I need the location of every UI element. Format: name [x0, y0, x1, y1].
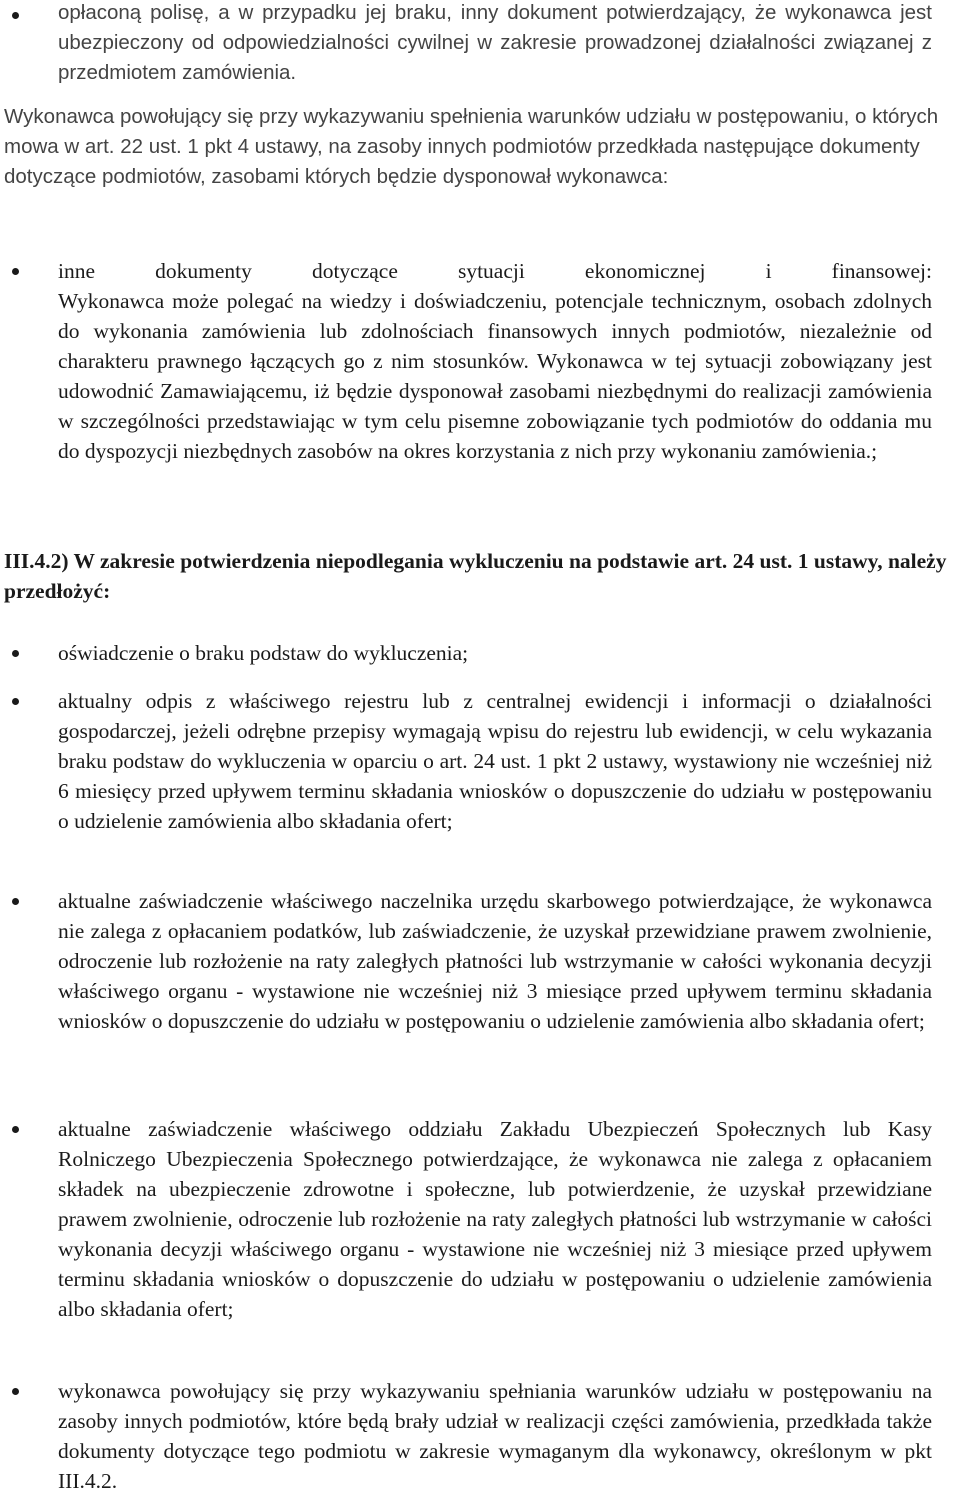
bullet-icon: [12, 698, 19, 705]
resources-item-lead: inne dokumenty dotyczące sytuacji ekonomicznej i finansowej:: [58, 259, 932, 283]
list-item-text: oświadczenie o braku podstaw do wykluczenia;: [58, 641, 469, 665]
list-item-text: wykonawca powołujący się przy wykazywaniu spełniania warunków udziału w postępowaniu na zasoby innych podmiotów, które będą brały udział w realizacji części zamówienia, przedkłada także dokumenty dotyczące tego podmiotu w zakresie wymaganym dla wykonawcy, określonym w pkt III.4.2.: [58, 1379, 932, 1493]
resources-item-body: Wykonawca może polegać na wiedzy i doświadczeniu, potencjale technicznym, osobach zdolnych do wykonania zamówienia lub zdolnościach finansowych innych podmiotów, niezależnie od charakteru prawnego łączących go z nim stosunków. Wykonawca w tej sytuacji zobowiązany jest udowodnić Zamawiającemu, iż będzie dysponował zasobami niezbędnymi do realizacji zamówienia w szczególności przedstawiając w tym celu pisemne zobowiązanie tych podmiotów do oddania mu do dyspozycji niezbędnych zasobów na okres korzystania z nich przy wykonaniu zamówienia.;: [58, 289, 932, 463]
bullet-icon: [12, 268, 19, 275]
section-heading: III.4.2) W zakresie potwierdzenia niepodlegania wykluczeniu na podstawie art. 24 ust. 1 ustawy, należy przedłożyć:: [4, 549, 947, 603]
list-item-text: aktualne zaświadczenie właściwego naczelnika urzędu skarbowego potwierdzające, że wykonawca nie zalega z opłacaniem podatków, lub zaświadczenie, że uzyskał przewidziane prawem zwolnienie, odroczenie lub rozłożenie na raty zaległych płatności lub wstrzymanie w całości wykonania decyzji właściwego organu - wystawione nie wcześniej niż 3 miesiące przed upływem terminu składania wniosków o dopuszczenie do udziału w postępowaniu o udzielenie zamówienia albo składania ofert;: [58, 889, 932, 1033]
bullet-icon: [12, 898, 19, 905]
list-item-text: aktualny odpis z właściwego rejestru lub z centralnej ewidencji i informacji o działalności gospodarczej, jeżeli odrębne przepisy wymagają wpisu do rejestru lub ewidencji, w celu wykazania braku podstaw do wykluczenia w oparciu o art. 24 ust. 1 pkt 2 ustawy, wystawiony nie wcześniej niż 6 miesięcy przed upływem terminu składania wniosków o dopuszczenie do udziału w postępowaniu o udzielenie zamówienia albo składania ofert;: [58, 689, 932, 833]
bullet-icon: [12, 650, 19, 657]
list-item-text: [58, 256, 932, 466]
list-item-text: aktualne zaświadczenie właściwego oddziału Zakładu Ubezpieczeń Społecznych lub Kasy Rolniczego Ubezpieczenia Społecznego potwierdzające, że wykonawca nie zalega z opłacaniem składek na ubezpieczenie zdrowotne i społeczne, lub potwierdzenie, że uzyskał przewidziane prawem zwolnienie, odroczenie lub rozłożenie na raty zaległych płatności lub wstrzymanie w całości wykonania decyzji właściwego organu - wystawione nie wcześniej niż 3 miesiące przed upływem terminu składania wniosków o dopuszczenie do udziału w postępowaniu o udzielenie zamówienia albo składania ofert;: [58, 1117, 932, 1321]
list-item-text: opłaconą polisę, a w przypadku jej braku, inny dokument potwierdzający, że wykonawca jest ubezpieczony od odpowiedzialności cywilnej w zakresie prowadzonej działalności związanej z przedmiotem zamówienia.: [58, 1, 932, 84]
resources-paragraph: Wykonawca powołujący się przy wykazywaniu spełnienia warunków udziału w postępowaniu, o których mowa w art. 22 ust. 1 pkt 4 ustawy, na zasoby innych podmiotów przedkłada następujące dokumenty dotyczące podmiotów, zasobami których będzie dysponował wykonawca:: [4, 105, 939, 188]
bullet-icon: [12, 1126, 19, 1133]
bullet-icon: [12, 1388, 19, 1395]
bullet-icon: [12, 12, 19, 19]
